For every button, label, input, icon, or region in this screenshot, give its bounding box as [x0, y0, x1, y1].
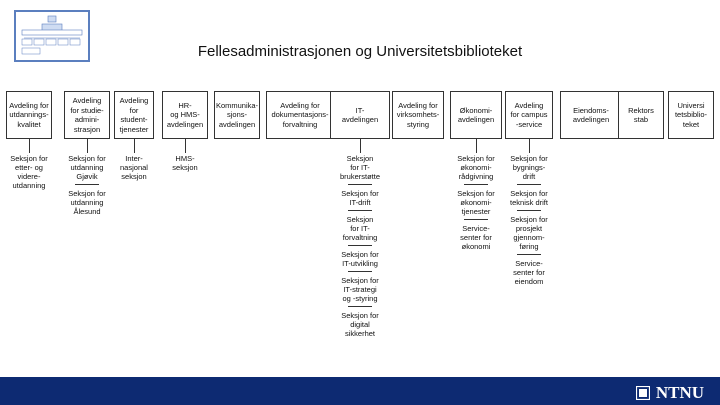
section-label: Seksjon for IT- brukerstøtte	[339, 154, 380, 181]
unit-box: Avdeling for student- tjenester	[114, 91, 154, 139]
section-label: Seksjon for utdanning Gjøvik	[68, 154, 106, 181]
footer-bar	[0, 377, 720, 405]
unit-box: Økonomi- avdelingen	[450, 91, 502, 139]
section-label: HMS- seksjon	[172, 154, 198, 172]
section-label: Seksjon for IT-utvikling	[341, 250, 379, 268]
section-label: Seksjon for IT-drift	[341, 189, 379, 207]
connector-line	[529, 139, 530, 153]
section-label: Seksjon for økonomi- tjenester	[457, 189, 495, 216]
connector-line	[476, 139, 477, 153]
unit-box: Avdeling for campus -service	[505, 91, 553, 139]
unit-box: Avdeling for dokumentasjons- forvaltning	[266, 91, 334, 139]
section-label: Seksjon for IT- forvaltning	[342, 215, 378, 242]
section-label: Inter- nasjonal seksjon	[120, 154, 148, 181]
section-label: Seksjon for økonomi- rådgivning	[457, 154, 495, 181]
page-title: Fellesadministrasjonen og Universitetsbiblioteket	[197, 43, 523, 60]
connector-line	[360, 139, 361, 153]
org-chart-thumbnail-icon	[14, 10, 90, 62]
unit-box: Universi tetsbiblio- teket	[668, 91, 714, 139]
unit-box: Eiendoms- avdelingen	[560, 91, 622, 139]
section-label: Seksjon for bygnings- drift	[510, 154, 548, 181]
ntnu-logo-icon	[636, 386, 650, 400]
connector-line	[29, 139, 30, 153]
section-divider	[348, 210, 372, 211]
unit-box: Avdeling for virksomhets- styring	[392, 91, 444, 139]
org-chart-thumbnail-graphic	[16, 12, 88, 60]
section-label: Seksjon for utdanning Ålesund	[68, 189, 106, 216]
section-label: Seksjon for IT-strategi og -styring	[341, 276, 379, 303]
unit-box: Kommunika- sjons- avdelingen	[214, 91, 260, 139]
section-divider	[348, 245, 372, 246]
section-divider	[348, 306, 372, 307]
section-label: Seksjon for digital sikkerhet	[341, 311, 379, 338]
connector-line	[87, 139, 88, 153]
section-divider	[348, 184, 372, 185]
section-label: Seksjon for prosjekt gjennom- føring	[510, 215, 548, 251]
section-divider	[464, 219, 488, 220]
unit-box: IT- avdelingen	[330, 91, 390, 139]
ntnu-brand	[636, 383, 704, 403]
section-divider	[517, 254, 541, 255]
section-divider	[75, 184, 99, 185]
section-label: Seksjon for teknisk drift	[510, 189, 548, 207]
ntnu-wordmark: NTNU	[655, 383, 704, 402]
section-label: Service- senter for eiendom	[513, 259, 545, 286]
section-divider	[348, 271, 372, 272]
section-divider	[517, 184, 541, 185]
unit-box: Rektors stab	[618, 91, 664, 139]
connector-line	[185, 139, 186, 153]
unit-box: HR- og HMS- avdelingen	[162, 91, 208, 139]
unit-box: Avdeling for utdannings- kvalitet	[6, 91, 52, 139]
section-label: Seksjon for etter- og videre- utdanning	[10, 154, 48, 190]
section-label: Service- senter for økonomi	[460, 224, 492, 251]
unit-box: Avdeling for studie- admini- strasjon	[64, 91, 110, 139]
connector-line	[134, 139, 135, 153]
section-divider	[464, 184, 488, 185]
section-divider	[517, 210, 541, 211]
